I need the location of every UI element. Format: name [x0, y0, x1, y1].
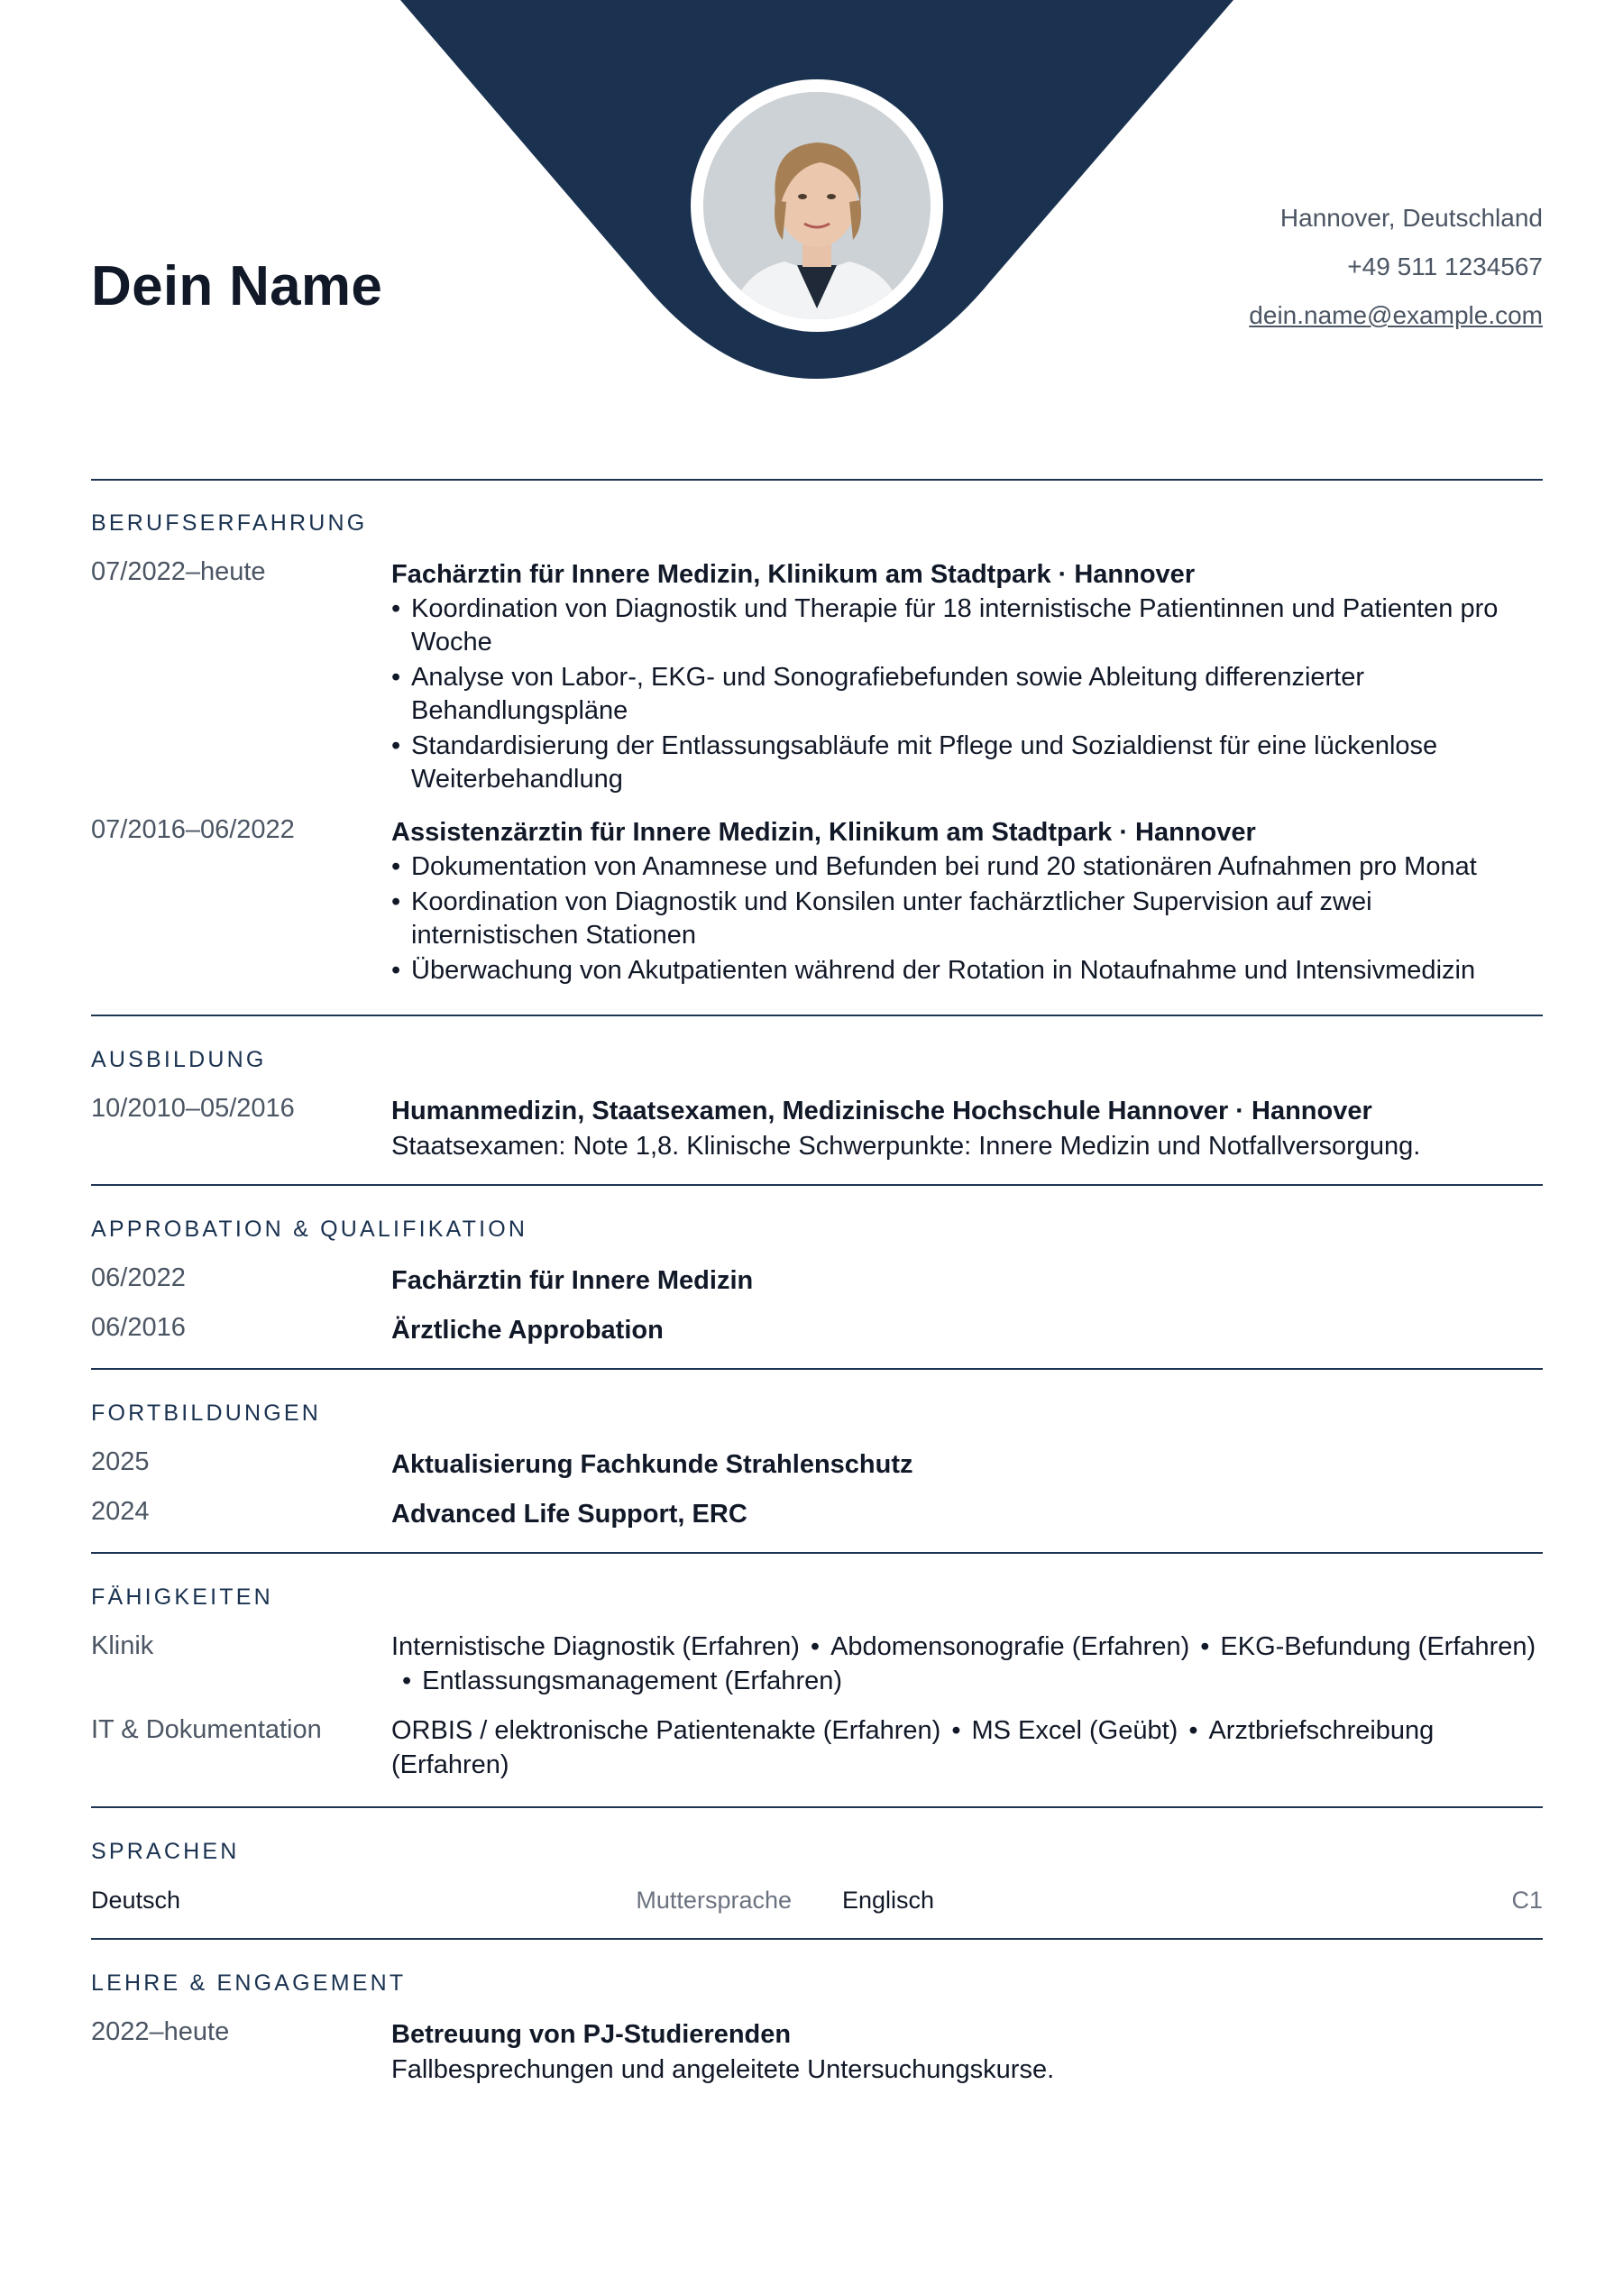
training-date-1: 2025 [91, 1447, 150, 1476]
skill-item: Entlassungsmanagement (Erfahren) [422, 1667, 843, 1695]
qualification-date-2: 06/2016 [91, 1313, 186, 1342]
language-name-1: Deutsch [91, 1887, 181, 1914]
skills-group-1 [391, 1630, 1545, 1698]
experience-title-1: Fachärztin für Innere Medizin, Klinikum am Stadtpark · Hannover [391, 560, 1196, 589]
education-entry-1 [391, 1093, 1545, 1163]
section-title-education: AUSBILDUNG [91, 1047, 267, 1072]
teaching-text-1: Fallbesprechungen und angeleitete Untersuchungskurse. [391, 2055, 1055, 2084]
phone-text[interactable]: +49 511 1234567 [1347, 253, 1543, 280]
section-title-experience: BERUFSERFAHRUNG [91, 510, 368, 536]
experience-date-2: 07/2016–06/2022 [91, 815, 295, 844]
experience-title-2: Assistenzärztin für Innere Medizin, Klinikum am Stadtpark · Hannover [391, 818, 1256, 847]
qualification-title-2: Ärztliche Approbation [391, 1316, 664, 1345]
list-item: • Standardisierung der Entlassungsabläufe mit Pflege und Sozialdienst für eine lückenlose Weiterbehandlung [391, 730, 1545, 796]
teaching-title-1: Betreuung von PJ-Studierenden [391, 2020, 792, 2049]
section-title-teaching: LEHRE & ENGAGEMENT [91, 1970, 407, 1996]
language-name-2: Englisch [842, 1887, 935, 1914]
skill-separator: • [1200, 1632, 1210, 1661]
section-divider [91, 1806, 1543, 1808]
candidate-name: Dein Name [91, 255, 383, 317]
skills-group-label-1: Klinik [91, 1631, 154, 1660]
skill-separator: • [1188, 1716, 1198, 1745]
section-divider [91, 1368, 1543, 1370]
language-level-2: C1 [1511, 1887, 1543, 1914]
teaching-date-1: 2022–heute [91, 2017, 230, 2046]
section-divider [91, 1552, 1543, 1554]
skills-group-label-2: IT & Dokumentation [91, 1715, 322, 1744]
qualification-title-1: Fachärztin für Innere Medizin [391, 1266, 754, 1295]
section-title-qualification: APPROBATION & QUALIFIKATION [91, 1217, 528, 1242]
skill-item: Internistische Diagnostik (Erfahren) [391, 1632, 800, 1661]
teaching-entry-1 [391, 2016, 1545, 2087]
experience-entry-2 [391, 814, 1545, 989]
email-link[interactable]: dein.name@example.com [1249, 301, 1543, 329]
section-title-languages: SPRACHEN [91, 1839, 240, 1864]
skills-group-2 [391, 1713, 1545, 1782]
experience-date-1: 07/2022–heute [91, 557, 266, 586]
skill-separator: • [810, 1632, 821, 1661]
section-divider [91, 1015, 1543, 1016]
list-item: • Analyse von Labor-, EKG- und Sonografiebefunden sowie Ableitung differenzierter Behandlungspläne [391, 661, 1545, 728]
list-item: • Überwachung von Akutpatienten während der Rotation in Notaufnahme und Intensivmedizin [391, 954, 1545, 987]
qualification-date-1: 06/2022 [91, 1263, 186, 1292]
list-item: • Koordination von Diagnostik und Therapie für 18 internistische Patientinnen und Patienten pro Woche [391, 592, 1545, 659]
training-title-1: Aktualisierung Fachkunde Strahlenschutz [391, 1450, 913, 1479]
profile-photo-frame [691, 79, 943, 332]
experience-bullets-2 [391, 850, 1545, 987]
education-date-1: 10/2010–05/2016 [91, 1094, 295, 1123]
experience-bullets-1 [391, 592, 1545, 796]
skill-item: MS Excel (Geübt) [971, 1716, 1178, 1745]
list-item: • Dokumentation von Anamnese und Befunden bei rund 20 stationären Aufnahmen pro Monat [391, 850, 1545, 884]
experience-entry-1 [391, 556, 1545, 798]
section-title-skills: FÄHIGKEITEN [91, 1584, 273, 1610]
qualification-entry-1 [391, 1263, 1545, 1299]
education-title-1: Humanmedizin, Staatsexamen, Medizinische Hochschule Hannover · Hannover [391, 1097, 1372, 1125]
skill-item: Arztbriefschreibung (Erfahren) [391, 1716, 1435, 1779]
education-text-1: Staatsexamen: Note 1,8. Klinische Schwerpunkte: Innere Medizin und Notfallversorgung. [391, 1132, 1421, 1161]
skill-item: EKG-Befundung (Erfahren) [1220, 1632, 1536, 1661]
training-title-2: Advanced Life Support, ERC [391, 1500, 747, 1529]
qualification-entry-2 [391, 1312, 1545, 1348]
training-date-2: 2024 [91, 1497, 150, 1526]
location-text: Hannover, Deutschland [1279, 204, 1543, 232]
skill-item: Abdomensonografie (Erfahren) [830, 1632, 1190, 1661]
section-divider [91, 1938, 1543, 1940]
training-entry-1 [391, 1446, 1545, 1483]
profile-photo [703, 92, 931, 319]
training-entry-2 [391, 1496, 1545, 1532]
list-item: • Koordination von Diagnostik und Konsilen unter fachärztlicher Supervision auf zwei internistischen Stationen [391, 886, 1545, 952]
section-divider [91, 1184, 1543, 1186]
section-divider [91, 479, 1543, 481]
language-level-1: Muttersprache [636, 1887, 792, 1914]
contact-block [1249, 200, 1543, 346]
skill-separator: • [402, 1667, 412, 1695]
skill-separator: • [951, 1716, 961, 1745]
section-title-training: FORTBILDUNGEN [91, 1401, 322, 1426]
skill-item: ORBIS / elektronische Patientenakte (Erfahren) [391, 1716, 941, 1745]
